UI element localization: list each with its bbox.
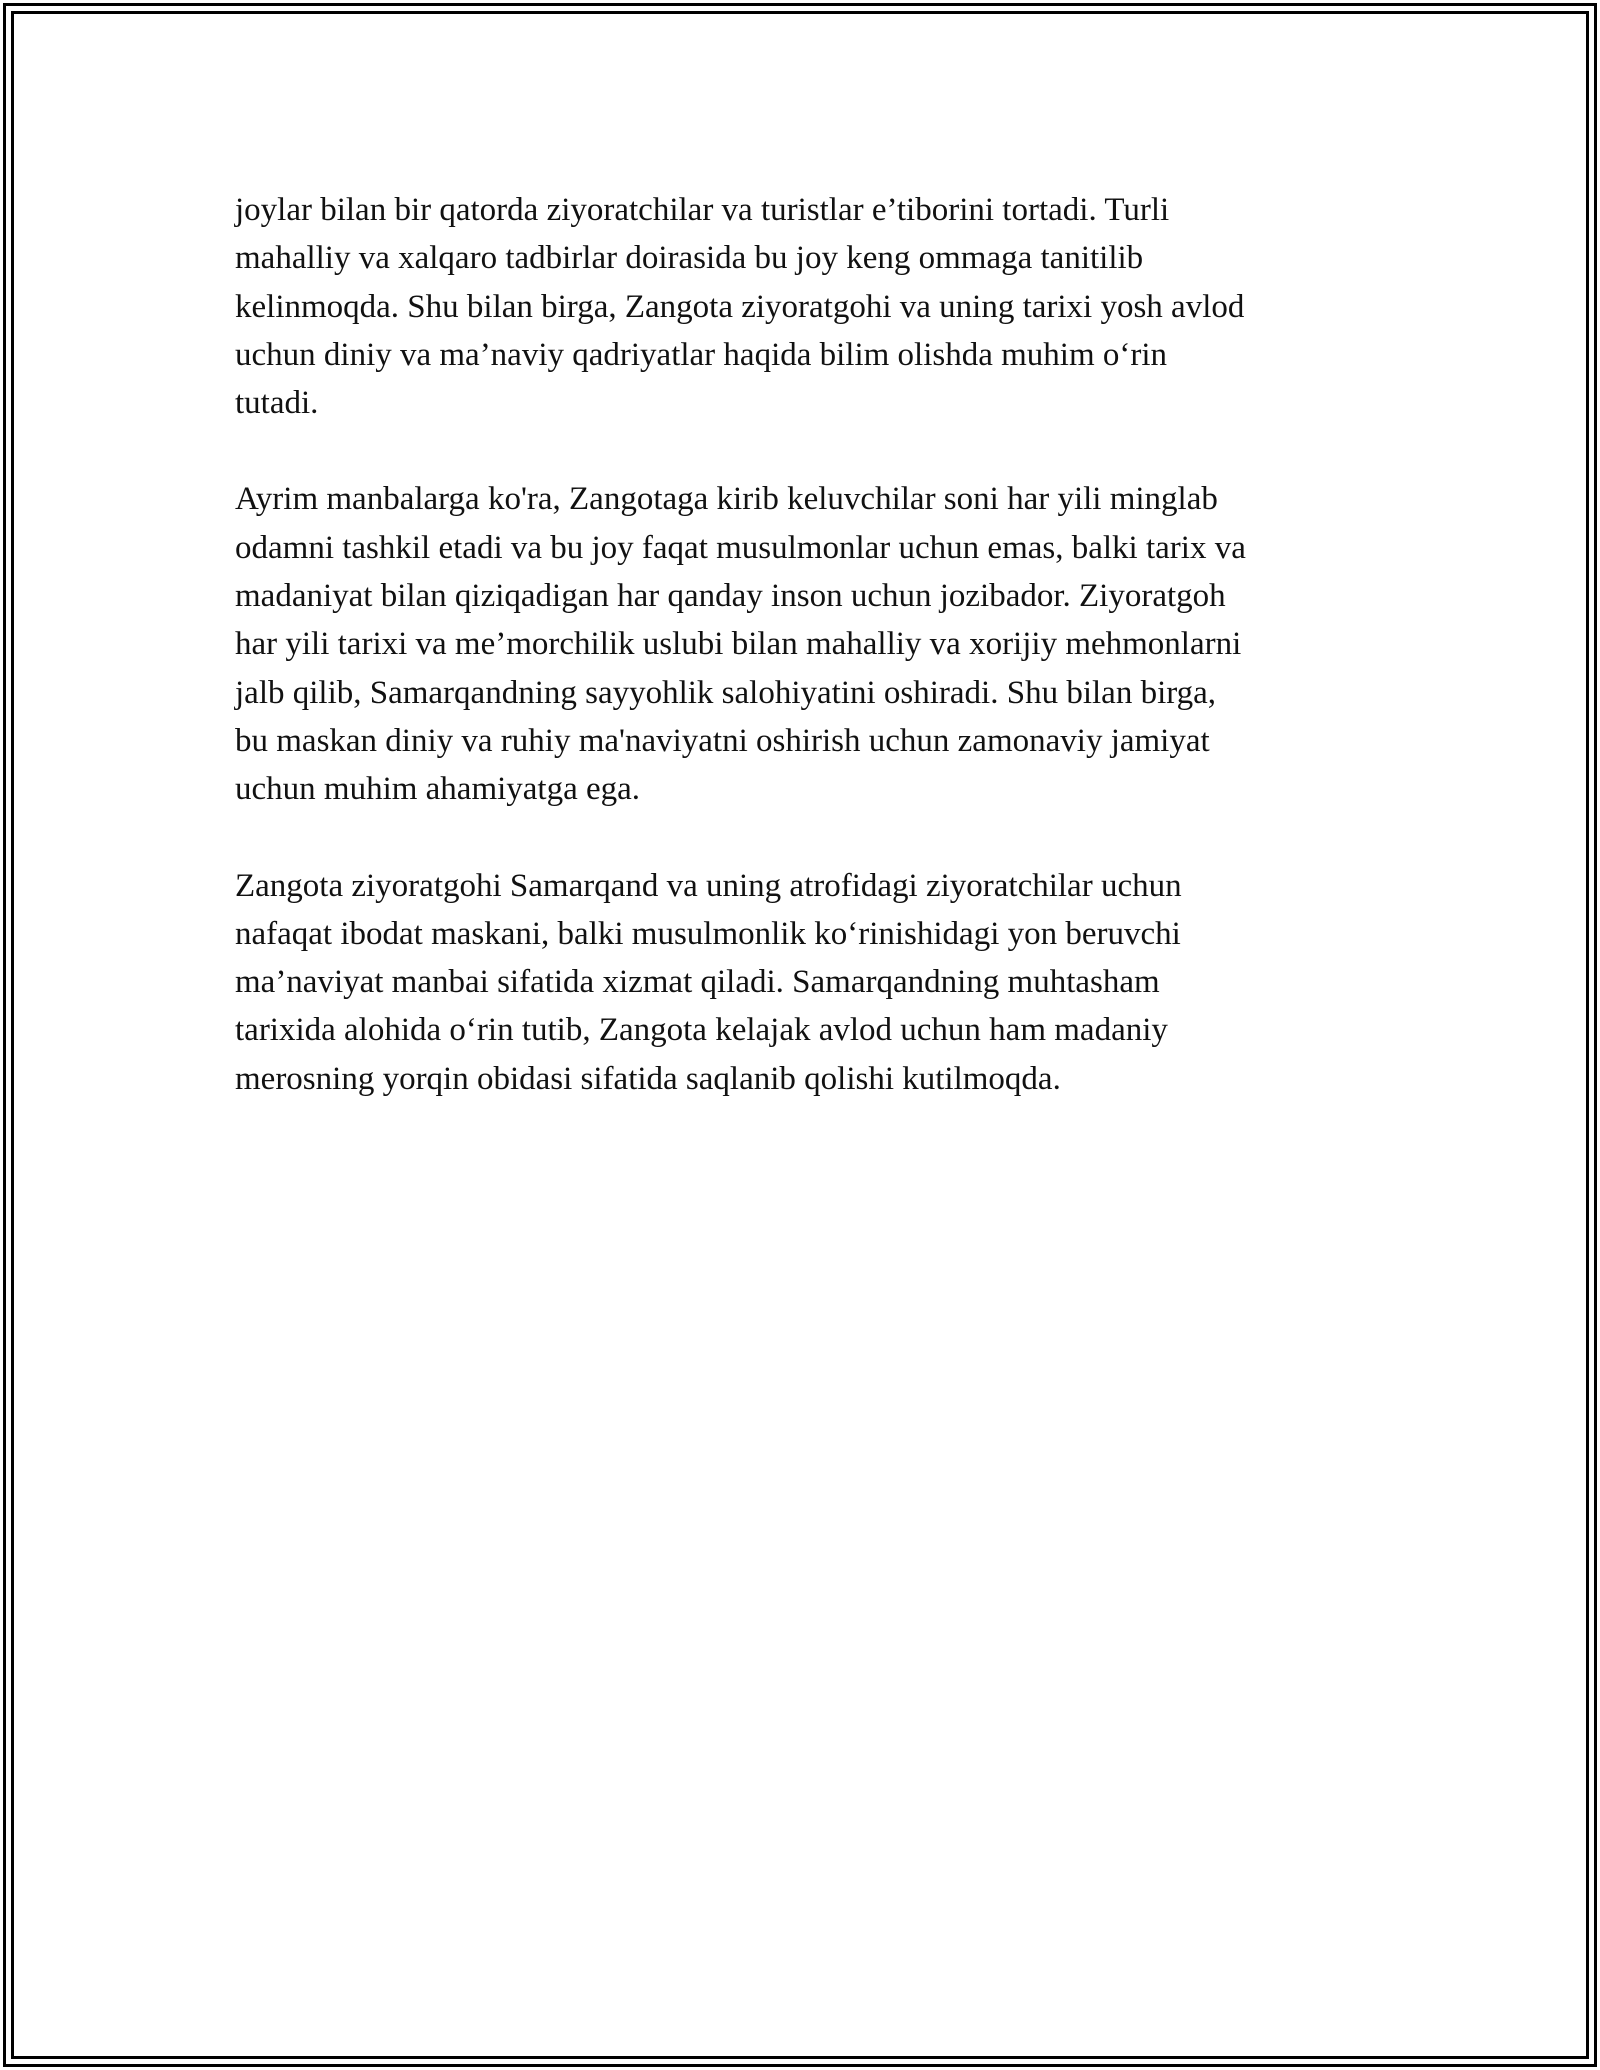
paragraph-3: Zangota ziyoratgohi Samarqand va uning atrofidagi ziyoratchilar uchun nafaqat ibodat maskani, balki musulmonlik ko‘rinishidagi yon beruvchi ma’naviyat manbai sifatida xizmat qiladi. Samarqandning muhtasham tarixida alohida o‘rin tutib, Zangota kelajak avlod uchun ham madaniy merosning yorqin obidasi sifatida saqlanib qolishi kutilmoqda.: [235, 867, 1182, 1097]
document-body: [235, 186, 1375, 1151]
paragraph-2: Ayrim manbalarga ko'ra, Zangotaga kirib keluvchilar soni har yili minglab odamni tashkil etadi va bu joy faqat musulmonlar uchun emas, balki tarix va madaniyat bilan qiziqadigan har qanday inson uchun jozibador. Ziyoratgoh har yili tarixi va me’morchilik uslubi bilan mahalliy va xorijiy mehmonlarni jalb qilib, Samarqandning sayyohlik salohiyatini oshiradi. Shu bilan birga, bu maskan diniy va ruhiy ma'naviyatni oshirish uchun zamonaviy jamiyat uchun muhim ahamiyatga ega.: [235, 481, 1246, 808]
paragraph-1: joylar bilan bir qatorda ziyoratchilar va turistlar e’tiborini tortadi. Turli mahalliy va xalqaro tadbirlar doirasida bu joy keng ommaga tanitilib kelinmoqda. Shu bilan birga, Zangota ziyoratgohi va uning tarixi yosh avlod uchun diniy va ma’naviy qadriyatlar haqida bilim olishda muhim o‘rin tutadi.: [235, 192, 1245, 422]
